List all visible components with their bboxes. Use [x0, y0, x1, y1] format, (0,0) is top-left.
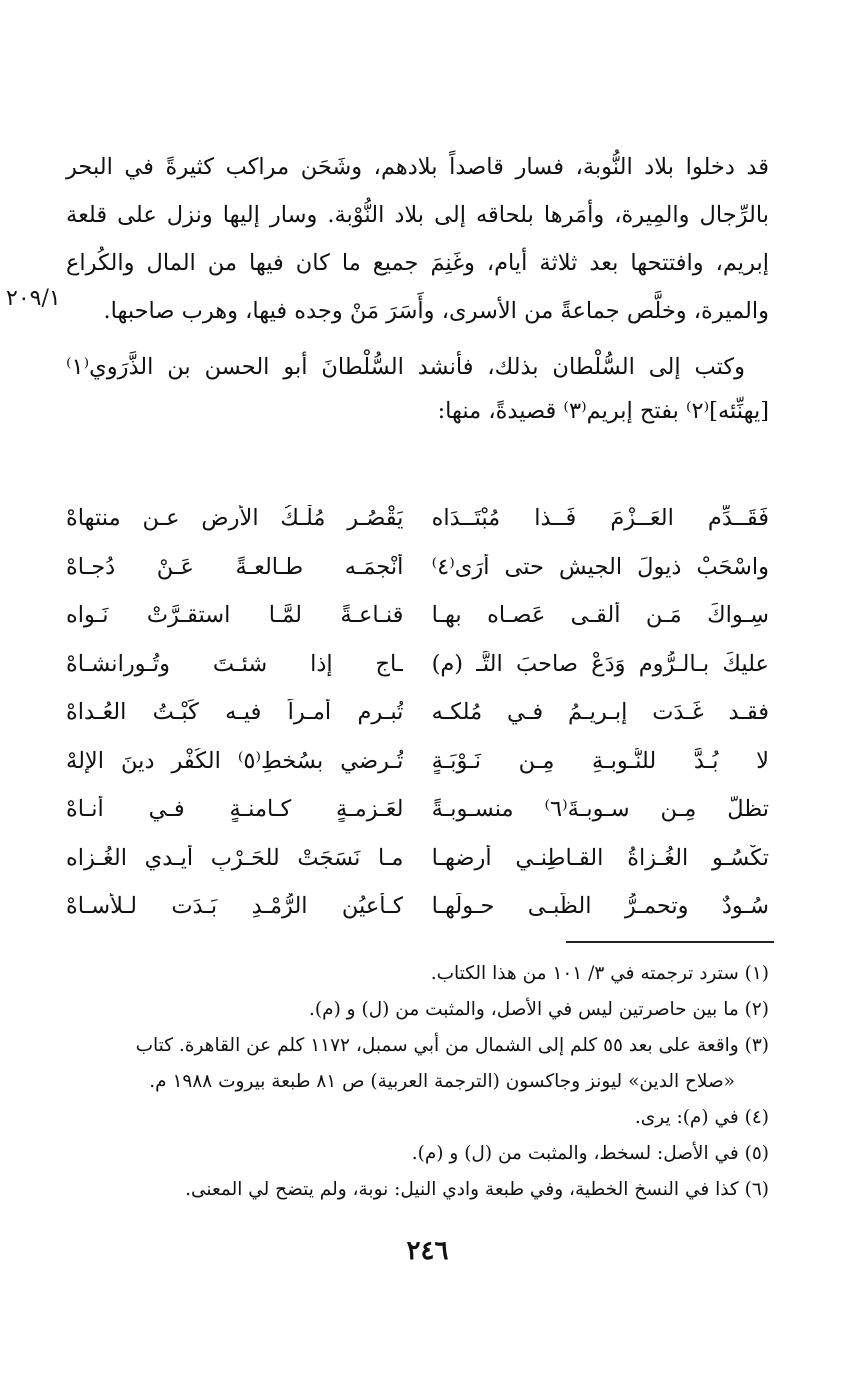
- footnote: (٥) في الأصل: لسخط، والمثبت من (ل) و (م).: [411, 1143, 769, 1164]
- verse-first-hemistich: فقـد غَـدَت إبـريـمُ فـي مُلكـه: [431, 699, 769, 726]
- verse-line: [66, 543, 769, 592]
- footnotes: [66, 956, 769, 1208]
- footnote-continuation: «صلاح الدين» ليونز وجاكسون (الترجمة العربية) ص ٨١ طبعة بيروت ١٩٨٨ م.: [149, 1071, 735, 1092]
- footnote-divider: [566, 941, 774, 943]
- page-number: ٢٤٦: [406, 1236, 449, 1266]
- verse-first-hemistich: سِـواكَ مَـن ألقـى عَصـاه بهـا: [431, 602, 769, 629]
- verse-first-hemistich: فَقَــدِّمِ العَــزْمَ فَــذا مُبْتَــدَاه: [431, 505, 769, 532]
- verse-first-hemistich: واسْحَبْ ذيولَ الجيشِ حتى أرَى⁽٤⁾: [431, 553, 769, 580]
- footnote: (١) سترد ترجمته في ٣/ ١٠١ من هذا الكتاب.: [430, 963, 769, 984]
- verse-line: [66, 494, 769, 543]
- verse-second-hemistich: لعَـزمـةٍ كـامنـةٍ فـي أنـاهْ: [66, 796, 404, 823]
- verse-line: [66, 834, 769, 883]
- paragraph: وكتب إلى السُّلْطان بذلك، فأنشد السُّلْطانَ أبو الحسن بن الذَّرَوي⁽١⁾ [يهنِّئه]⁽٢⁾ بفتح إبريم⁽٣⁾ قصيدةً، منها:: [66, 354, 769, 424]
- footnote: (٦) كذا في النسخ الخطية، وفي طبعة وادي النيل: نوبة، ولم يتضح لي المعنى.: [185, 1179, 769, 1200]
- verse-line: [66, 785, 769, 834]
- verse-first-hemistich: لا بُـدَّ للنُّـوبـةِ مِـن نَـوْبَـةٍ: [431, 747, 769, 774]
- footnote: (٢) ما بين حاصرتين ليس في الأصل، والمثبت من (ل) و (م).: [309, 999, 769, 1020]
- verse-first-hemistich: عليكَ بـالـرُّومِ وَدَعْ صاحبَ التَّـ (م): [431, 650, 769, 677]
- footnote: (٣) واقعة على بعد ٥٥ كلم إلى الشمال من أبي سمبل، ١١٧٢ كلم عن القاهرة. كتاب: [135, 1035, 769, 1056]
- prose-text: [66, 143, 769, 433]
- paragraph: قد دخلوا بلاد النُّوبة، فسار قاصداً بلادهم، وشَحَن مراكب كثيرةً في البحر بالرِّجال والمِيرة، وأمَرها بلحاقه إلى بلاد النُّوْبة. وسار إليها ونزل على قلعة إبريم، وافتتحها بعد ثلاثة أيام، وغَنِمَ جميع ما كان فيها من المال والكُراع والميرة، وخلَّص جماعةً من الأسرى، وأَسَرَ مَنْ وجده فيها، وهرب صاحبها.: [66, 154, 769, 324]
- poem: [66, 494, 769, 931]
- verse-first-hemistich: تكْسُـو الغُـزاةُ القـاطِنـي أرضهـا: [431, 844, 769, 871]
- verse-second-hemistich: مـا نَسَجَتْ للحَـرْبِ أيـدي الغُـزاه: [66, 844, 404, 871]
- verse-second-hemistich: ـاجِ إذا شئـتَ وتُـورانشـاهْ: [66, 650, 404, 677]
- verse-line: [66, 591, 769, 640]
- verse-second-hemistich: تُبـرم أمـراً فيـه كَبْـتُ العُـداهْ: [66, 699, 404, 726]
- verse-line: [66, 640, 769, 689]
- verse-line: [66, 688, 769, 737]
- margin-reference: ٢٠٩/١: [6, 286, 61, 311]
- verse-second-hemistich: قنـاعـةً لمَّـا استقـرَّتْ نَـواه: [66, 602, 404, 629]
- footnote: (٤) في (م): يرى.: [634, 1107, 769, 1128]
- verse-first-hemistich: سُـودٌ وتحمـرُّ الظُّبـى حـولَهـا: [431, 893, 769, 920]
- verse-second-hemistich: كـأعيُنِ الرُّمْـدِ بَـدَت لـلأُسـاهْ: [66, 893, 404, 920]
- verse-line: [66, 882, 769, 931]
- verse-second-hemistich: تُـرضي بسُخطِ⁽٥⁾ الكُفْرِ دينَ الإلهْ: [66, 747, 404, 774]
- verse-second-hemistich: أنْجمَـه طـالعـةً عَـنْ دُجـاهْ: [66, 553, 404, 580]
- verse-first-hemistich: تظلُّ مِـن سـوبـةَ⁽٦⁾ منسـوبـةً: [431, 796, 769, 823]
- verse-line: [66, 737, 769, 786]
- verse-second-hemistich: يَقْصُـر مُلْـكُ الأرضِ عـن منتهاهْ: [66, 505, 404, 532]
